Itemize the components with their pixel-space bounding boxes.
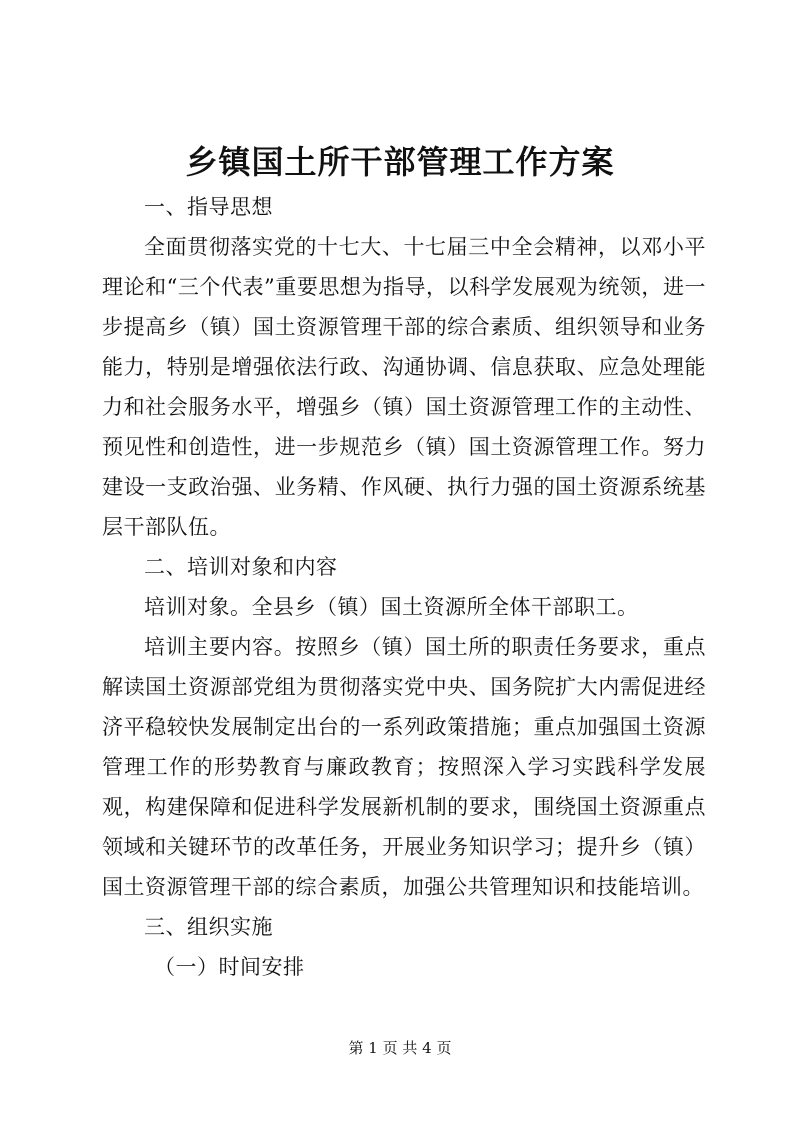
page-number-footer: 第 1 页 共 4 页 — [348, 1039, 452, 1057]
document-title: 乡镇国土所干部管理工作方案 — [185, 143, 615, 181]
section-heading-guiding-thought: 一、指导思想 — [144, 195, 273, 219]
document-body — [102, 187, 706, 987]
paragraph-training-content: 培训主要内容。按照乡（镇）国土所的职责任务要求，重点解读国土资源部党组为贯彻落实党中央、国务院扩大内需促进经济平稳较快发展制定出台的一系列政策措施；重点加强国土资源管理工作的形势教育与廉政教育；按照深入学习实践科学发展观，构建保障和促进科学发展新机制的要求，围绕国土资源重点领域和关键环节的改革任务，开展业务知识学习；提升乡（镇）国土资源管理干部的综合素质，加强公共管理知识和技能培训。 — [102, 635, 706, 899]
subsection-heading-schedule: （一）时间安排 — [154, 955, 305, 979]
section-heading-implementation: 三、组织实施 — [144, 915, 273, 939]
paragraph-training-target: 培训对象。全县乡（镇）国土资源所全体干部职工。 — [144, 595, 639, 619]
paragraph-guiding-thought: 全面贯彻落实党的十七大、十七届三中全会精神，以邓小平理论和“三个代表”重要思想为指导，以科学发展观为统领，进一步提高乡（镇）国土资源管理干部的综合素质、组织领导和业务能力，特别是增强依法行政、沟通协调、信息获取、应急处理能力和社会服务水平，增强乡（镇）国土资源管理工作的主动性、预见性和创造性，进一步规范乡（镇）国土资源管理工作。努力建设一支政治强、业务精、作风硬、执行力强的国土资源系统基层干部队伍。 — [102, 235, 706, 539]
section-heading-training: 二、培训对象和内容 — [144, 555, 338, 579]
